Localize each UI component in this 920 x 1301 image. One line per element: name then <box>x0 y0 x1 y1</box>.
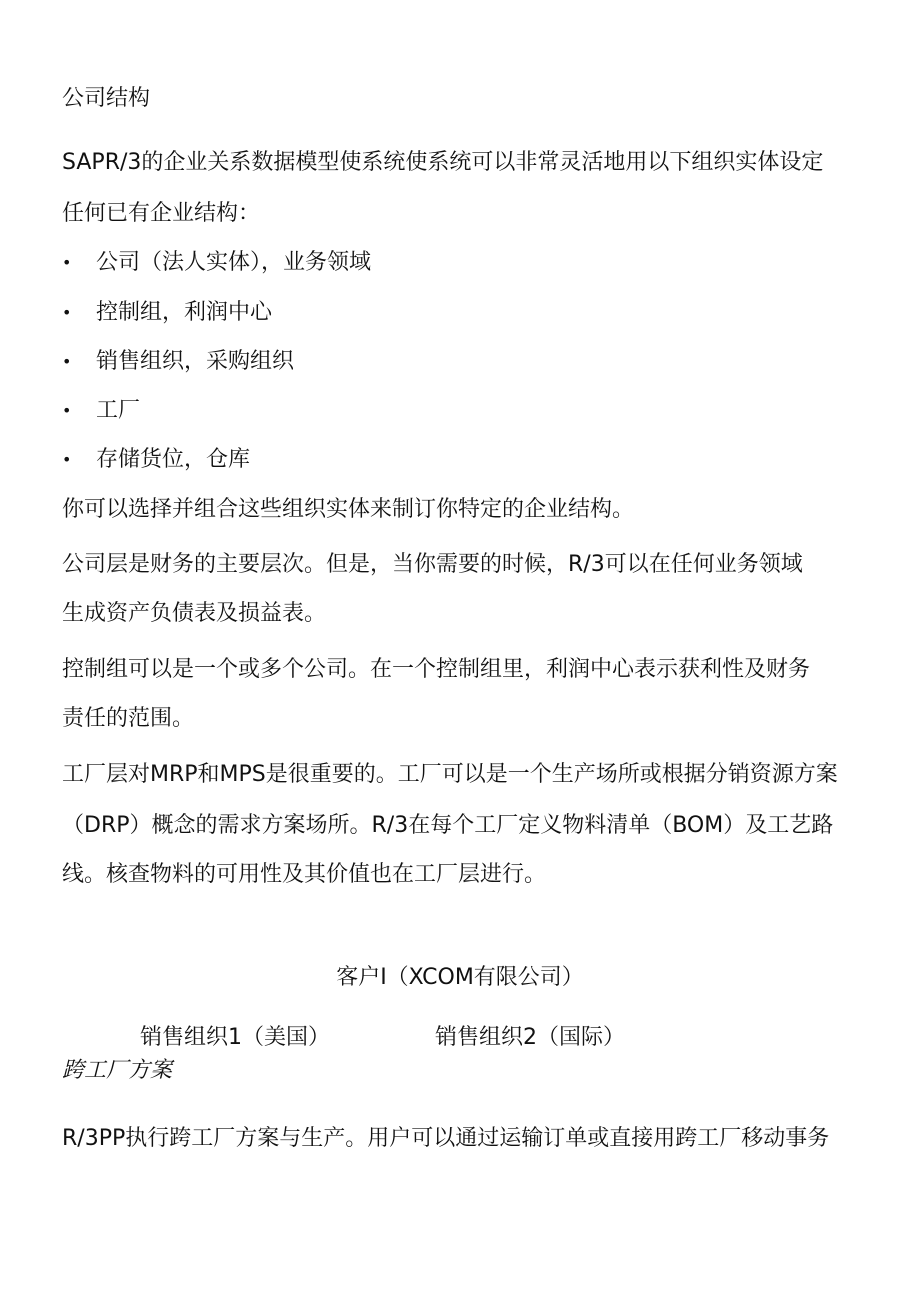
bullet-icon: • <box>62 253 72 272</box>
bullet-icon: • <box>62 401 72 420</box>
intro-line-1: SAPR/3的企业关系数据模型使系统使系统可以非常灵活地用以下组织实体设定 <box>62 150 824 175</box>
section-heading-cross-plant: 跨工厂方案 <box>62 1058 173 1083</box>
bullet-item-control-group <box>62 298 272 328</box>
diagram-client-label: 客户I（XCOM有限公司） <box>336 965 584 990</box>
bullet-item-sales-org <box>62 347 294 377</box>
bullet-text: 存储货位，仓库 <box>96 447 251 472</box>
bullet-icon: • <box>62 352 72 371</box>
paragraph-company-line-1: 公司层是财务的主要层次。但是，当你需要的时候，R/3可以在任何业务领域 <box>62 552 803 577</box>
bullet-icon: • <box>62 450 72 469</box>
diagram-sales-org-2: 销售组织2（国际） <box>435 1025 625 1050</box>
bullet-item-storage <box>62 445 250 475</box>
bullet-icon: • <box>62 303 72 322</box>
paragraph-control-line-2: 责任的范围。 <box>62 706 195 731</box>
paragraph-plant-line-1: 工厂层对MRP和MPS是很重要的。工厂可以是一个生产场所或根据分销资源方案 <box>62 762 838 787</box>
paragraph-combine: 你可以选择并组合这些组织实体来制订你特定的企业结构。 <box>62 497 635 522</box>
section-heading-company-structure: 公司结构 <box>62 86 151 111</box>
diagram-sales-org-1: 销售组织1（美国） <box>140 1025 330 1050</box>
bullet-text: 销售组织，采购组织 <box>96 349 295 374</box>
paragraph-cross-plant-line-1: R/3PP执行跨工厂方案与生产。用户可以通过运输订单或直接用跨工厂移动事务 <box>62 1126 830 1151</box>
bullet-item-plant <box>62 396 140 426</box>
bullet-text: 公司（法人实体），业务领域 <box>96 250 372 275</box>
paragraph-control-line-1: 控制组可以是一个或多个公司。在一个控制组里，利润中心表示获利性及财务 <box>62 657 811 682</box>
bullet-item-company <box>62 248 371 278</box>
paragraph-plant-line-2: （DRP）概念的需求方案场所。R/3在每个工厂定义物料清单（BOM）及工艺路 <box>62 813 834 838</box>
intro-line-2: 任何已有企业结构： <box>62 201 261 226</box>
bullet-text: 控制组，利润中心 <box>96 300 273 325</box>
paragraph-plant-line-3: 线。核查物料的可用性及其价值也在工厂层进行。 <box>62 862 547 887</box>
bullet-text: 工厂 <box>96 398 141 423</box>
paragraph-company-line-2: 生成资产负债表及损益表。 <box>62 601 327 626</box>
